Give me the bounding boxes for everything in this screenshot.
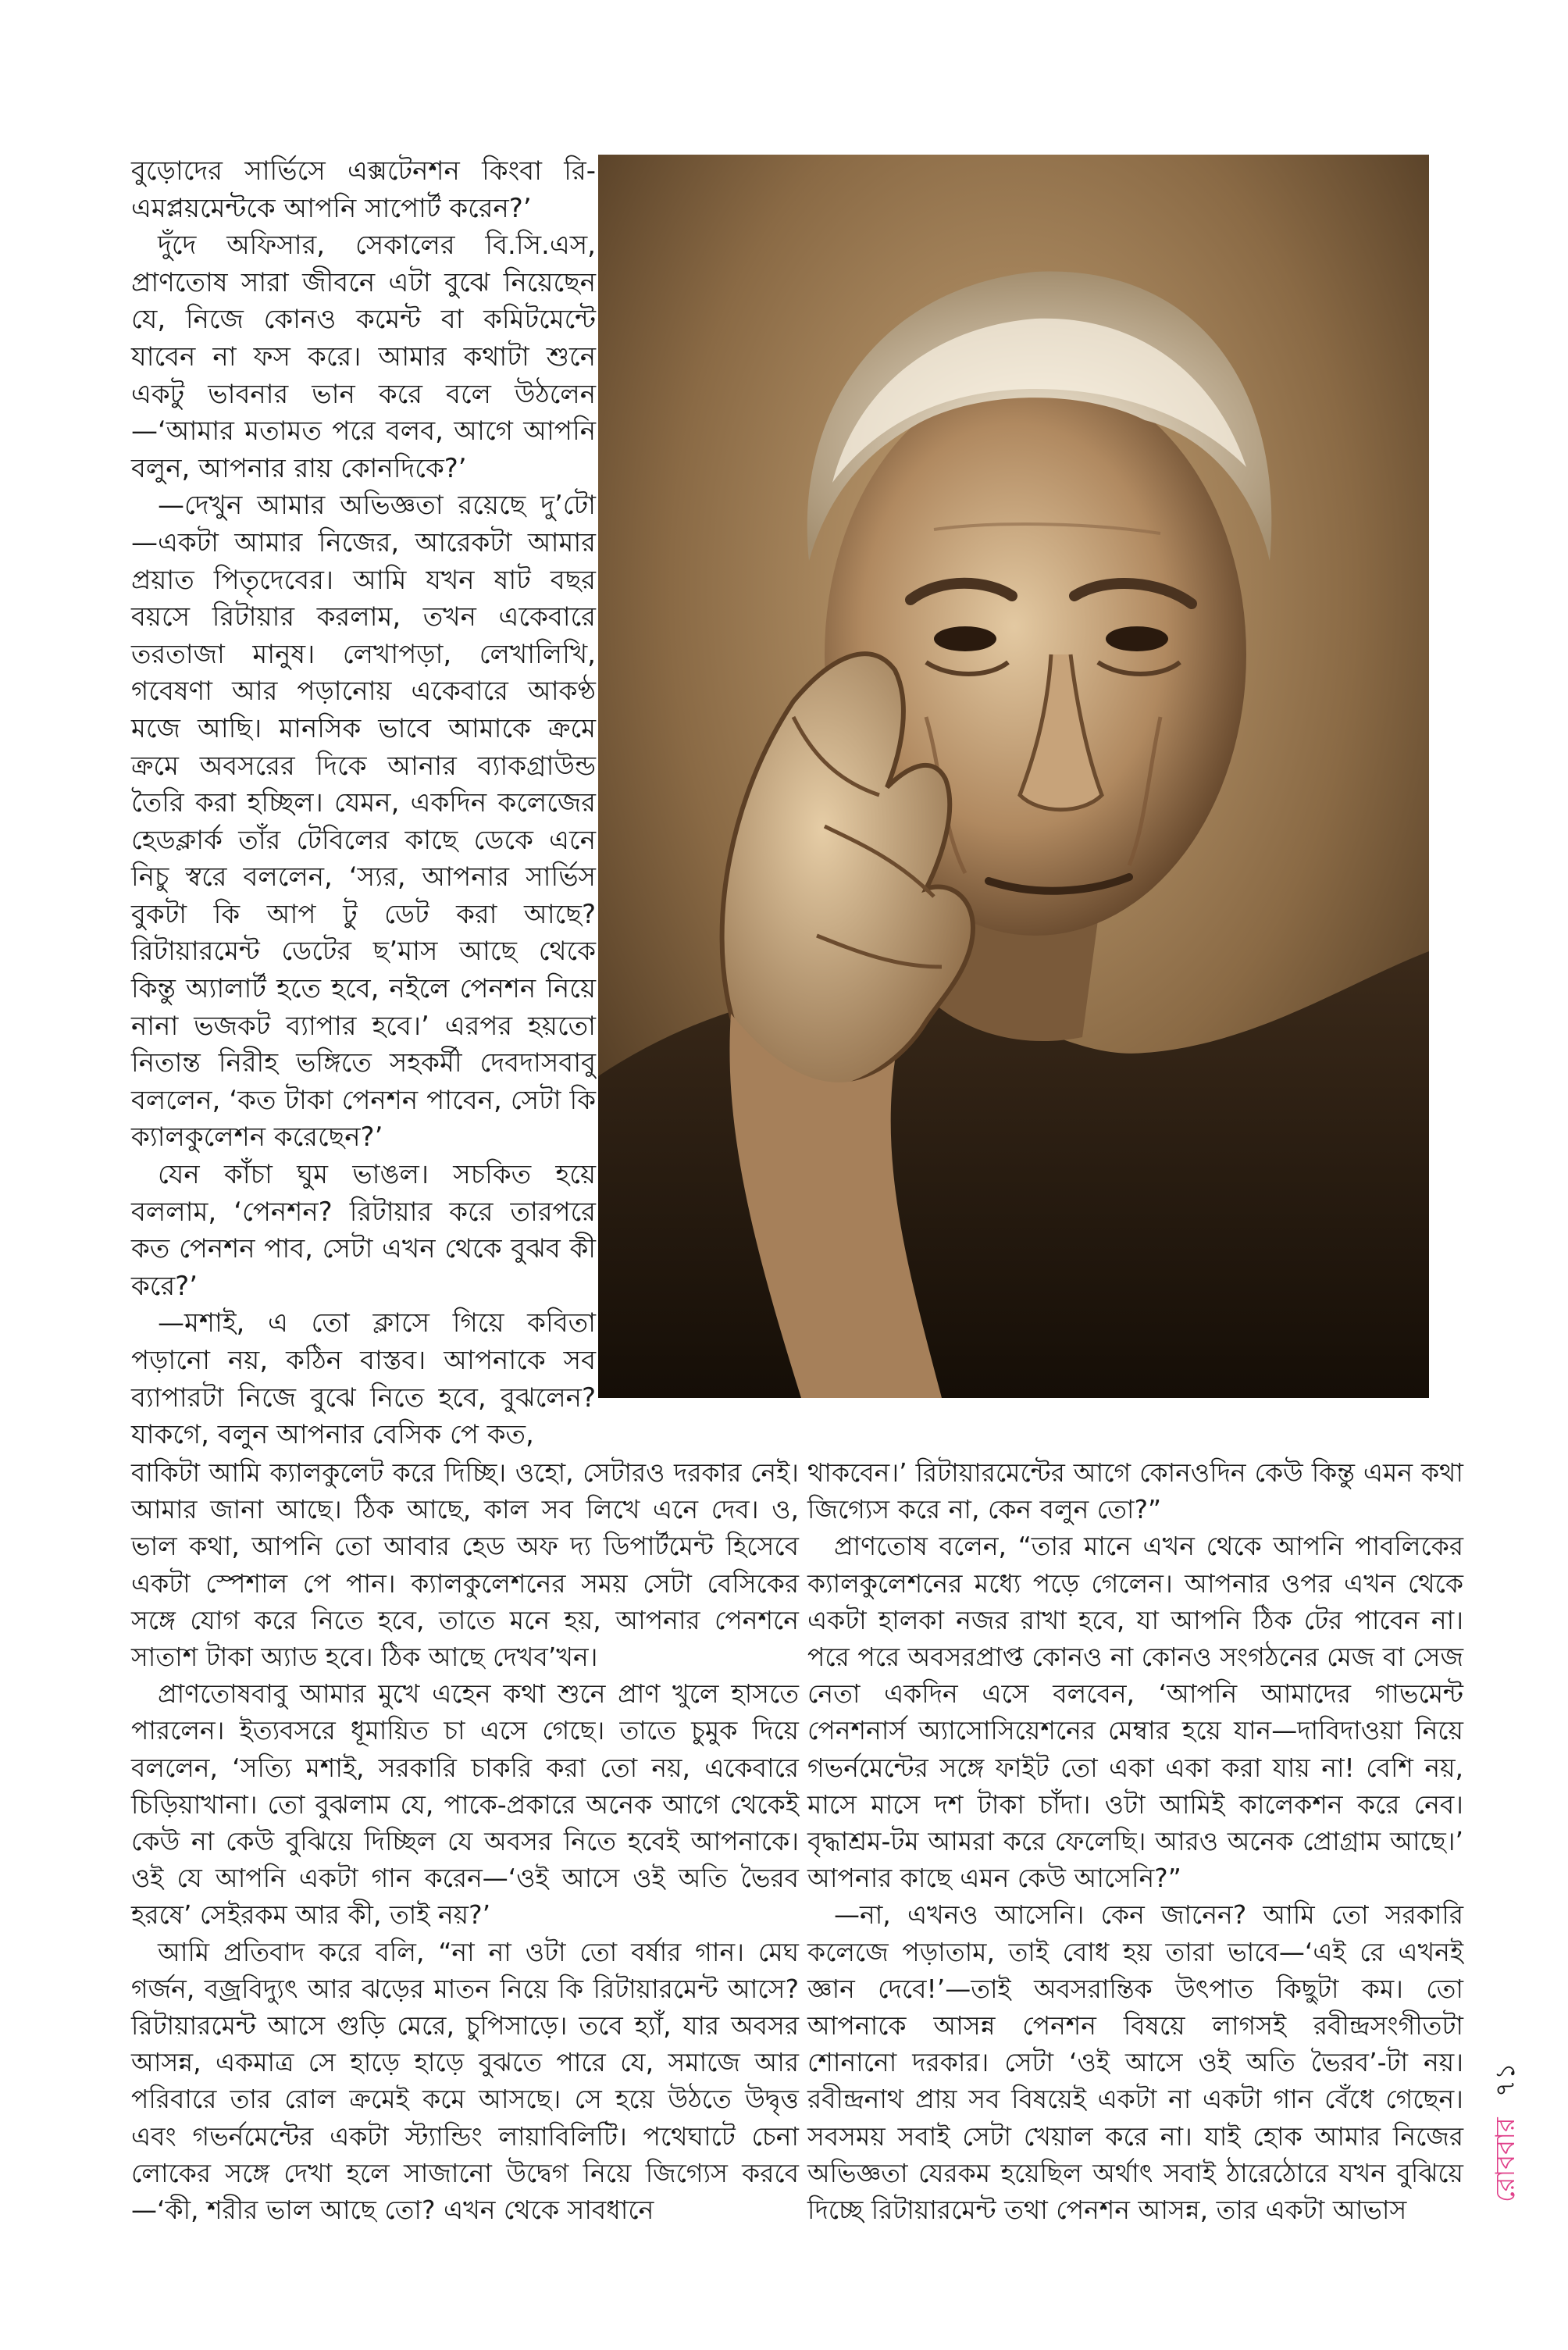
portrait-photo [598,155,1429,1398]
paragraph: বাকিটা আমি ক্যালকুলেট করে দিচ্ছি। ওহো, সেটারও দরকার নেই। আমার জানা আছে। ঠিক আছে, কাল সব লিখে এনে দেব। ও, ভাল কথা, আপনি তো আবার হেড অফ দ্য ডিপার্টমেন্ট হিসেবে একটা স্পেশাল পে পান। ক্যালকুলেশনের সময় সেটা বেসিকের সঙ্গে যোগ করে নিতে হবে, তাতে মনে হয়, আপনার পেনশনে সাতাশ টাকা অ্যাড হবে। ঠিক আছে দেখব’খন। [131,1457,799,1673]
paragraph: —দেখুন আমার অভিজ্ঞতা রয়েছে দু’টো—একটা আমার নিজের, আরেকটা আমার প্রয়াত পিতৃদেবের। আমি যখন ষাট বছর বয়সে রিটায়ার করলাম, তখন একেবারে তরতাজা মানুষ। লেখাপড়া, লেখালিখি, গবেষণা আর পড়ানোয় একেবারে আকণ্ঠ মজে আছি। মানসিক ভাবে আমাকে ক্রমে ক্রমে অবসরের দিকে আনার ব্যাকগ্রাউন্ড তৈরি করা হচ্ছিল। যেমন, একদিন কলেজের হেডক্লার্ক তাঁর টেবিলের কাছে ডেকে এনে নিচু স্বরে বললেন, ‘স্যর, আপনার সার্ভিস বুকটা কি আপ টু ডেট করা আছে? রিটায়ারমেন্ট ডেটের ছ’মাস আছে থেকে কিন্তু অ্যালার্ট হতে হবে, নইলে পেনশন নিয়ে নানা ভজকট ব্যাপার হবে।’ এরপর হয়তো নিতান্ত নিরীহ ভঙ্গিতে সহকর্মী দেবদাসবাবু বললেন, ‘কত টাকা পেনশন পাবেন, সেটা কি ক্যালকুলেশন করেছেন?’ [131,490,596,1154]
paragraph: বুড়োদের সার্ভিসে এক্সটেনশন কিংবা রি-এমপ্লয়মেন্টকে আপনি সাপোর্ট করেন?’ [131,155,596,224]
paragraph: দুঁদে অফিসার, সেকালের বি.সি.এস, প্রাণতোষ সারা জীবনে এটা বুঝে নিয়েছেন যে, নিজে কোনও কমেন্ট বা কমিটমেন্টে যাবেন না ফস করে। আমার কথাটা শুনে একটু ভাবনার ভান করে বলে উঠলেন—‘আমার মতামত পরে বলব, আগে আপনি বলুন, আপনার রায় কোনদিকে?’ [131,230,596,484]
paragraph: প্রাণতোষবাবু আমার মুখে এহেন কথা শুনে প্রাণ খুলে হাসতে পারলেন। ইত্যবসরে ধূমায়িত চা এসে গেছে। তাতে চুমুক দিয়ে বললেন, ‘সত্যি মশাই, সরকারি চাকরি করা তো নয়, একেবারে চিড়িয়াখানা। তো বুঝলাম যে, পাকে-প্রকারে অনেক আগে থেকেই কেউ না কেউ বুঝিয়ে দিচ্ছিল যে অবসর নিতে হবেই আপনাকে। ওই যে আপনি একটা গান করেন—‘ওই আসে ওই অতি ভৈরব হরষে’ সেইরকম আর কী, তাই নয়?’ [131,1678,799,1931]
paragraph: যেন কাঁচা ঘুম ভাঙল। সচকিত হয়ে বললাম, ‘পেনশন? রিটায়ার করে তারপরে কত পেনশন পাব, সেটা এখন থেকে বুঝব কী করে?’ [131,1159,596,1302]
page-number: ৭১ [1489,2063,1521,2098]
portrait-illustration [598,155,1429,1398]
article-column-right [807,1454,1463,2228]
paragraph: আমি প্রতিবাদ করে বলি, “না না ওটা তো বর্ষার গান। মেঘ গর্জন, বজ্রবিদ্যুৎ আর ঝড়ের মাতন নিয়ে কি রিটায়ারমেন্ট আসে? রিটায়ারমেন্ট আসে গুড়ি মেরে, চুপিসাড়ে। তবে হ্যাঁ, যার অবসর আসন্ন, একমাত্র সে হাড়ে হাড়ে বুঝতে পারে যে, সমাজে আর পরিবারে তার রোল ক্রমেই কমে আসছে। সে হয়ে উঠতে উদ্বৃত্ত এবং গভর্নমেন্টের একটা স্ট্যান্ডিং লায়াবিলিটি। পথেঘাটে চেনা লোকের সঙ্গে দেখা হলে সাজানো উদ্বেগ নিয়ে জিগ্যেস করবে—‘কী, শরীর ভাল আছে তো? এখন থেকে সাবধানে [131,1936,799,2226]
paragraph: —মশাই, এ তো ক্লাসে গিয়ে কবিতা পড়ানো নয়, কঠিন বাস্তব। আপনাকে সব ব্যাপারটা নিজে বুঝে নিতে হবে, বুঝলেন? যাকগে, বলুন আপনার বেসিক পে কত, [131,1307,596,1451]
paragraph: প্রাণতোষ বলেন, “তার মানে এখন থেকে আপনি পাবলিকের ক্যালকুলেশনের মধ্যে পড়ে গেলেন। আপনার ওপর এখন থেকে একটা হালকা নজর রাখা হবে, যা আপনি ঠিক টের পাবেন না। পরে পরে অবসরপ্রাপ্ত কোনও না কোনও সংগঠনের মেজ বা সেজ নেতা একদিন এসে বলবেন, ‘আপনি আমাদের গাভমেন্ট পেনশনার্স অ্যাসোসিয়েশনের মেম্বার হয়ে যান—দাবিদাওয়া নিয়ে গভর্নমেন্টের সঙ্গে ফাইট তো একা একা করা যায় না! বেশি নয়, মাসে মাসে দশ টাকা চাঁদা। ওটা আমিই কালেকশন করে নেব। বৃদ্ধাশ্রম-টম আমরা করে ফেলেছি। আরও অনেক প্রোগ্রাম আছে।’ আপনার কাছে এমন কেউ আসেনি?” [807,1531,1463,1894]
paragraph: —না, এখনও আসেনি। কেন জানেন? আমি তো সরকারি কলেজে পড়াতাম, তাই বোধ হয় তারা ভাবে—‘এই রে এখনই জ্ঞান দেবে!’—তাই অবসরান্তিক উৎপাত কিছুটা কম। তো আপনাকে আসন্ন পেনশন বিষয়ে লাগসই রবীন্দ্রসংগীতটা শোনানো দরকার। সেটা ‘ওই আসে ওই অতি ভৈরব’-টা নয়। রবীন্দ্রনাথ প্রায় সব বিষয়েই একটা না একটা গান বেঁধে গেছেন। সবসময় সবাই সেটা খেয়াল করে না। যাই হোক আমার নিজের অভিজ্ঞতা যেরকম হয়েছিল অর্থাৎ সবাই ঠারেঠোরে যখন বুঝিয়ে দিচ্ছে রিটায়ারমেন্ট তথা পেনশন আসন্ন, তার একটা আভাস [807,1899,1463,2226]
page-footer [1484,2031,1531,2202]
magazine-name: রোববার [1489,2117,1521,2202]
article-column-top [131,153,596,1454]
paragraph: থাকবেন।’ রিটায়ারমেন্টের আগে কোনওদিন কেউ কিন্তু এমন কথা জিগ্যেস করে না, কেন বলুন তো?” [807,1457,1463,1525]
article-column-left [131,1454,799,2228]
